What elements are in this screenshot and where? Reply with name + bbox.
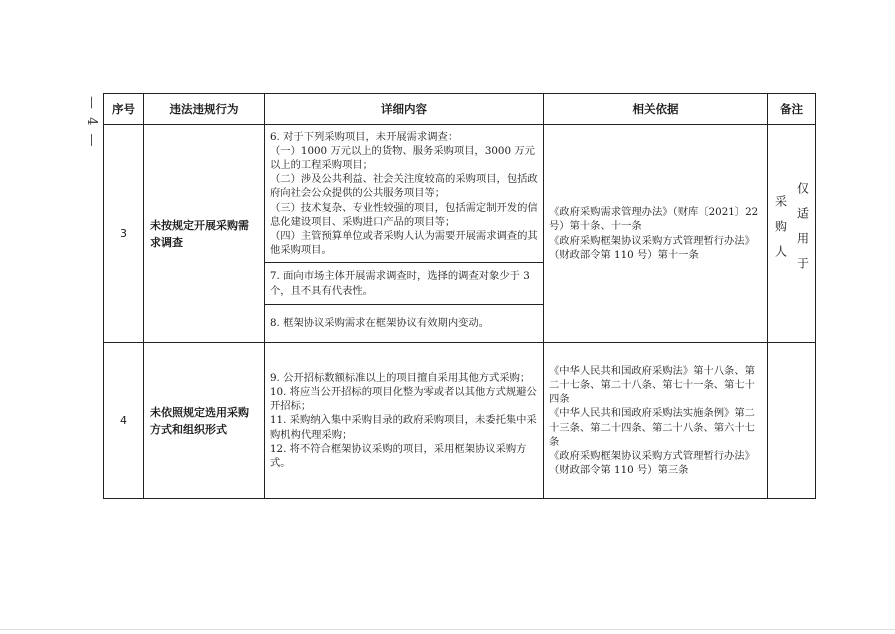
- note-text: 仅适用于采购人: [773, 182, 810, 282]
- detail-line: （四）主管预算单位或者采购人认为需要开展需求调查的其他采购项目。: [270, 230, 538, 257]
- detail-line: 12. 将不符合框架协议采购的项目，采用框架协议采购方式。: [270, 442, 527, 469]
- basis-line: 《政府采购框架协议采购方式管理暂行办法》（财政部令第 110 号）第三条: [549, 449, 755, 477]
- header-details: 详细内容: [265, 94, 544, 125]
- violations-table: [103, 93, 816, 499]
- row-number: 4: [104, 343, 144, 499]
- note-cell: [768, 343, 816, 499]
- violation-title: 未按规定开展采购需求调查: [144, 125, 265, 343]
- basis-line: 《中华人民共和国政府采购法实施条例》第二十三条、第二十四条、第二十八条、第六十七条: [549, 407, 755, 448]
- detail-line: 9. 公开招标数额标准以上的项目擅自采用其他方式采购；: [270, 371, 531, 384]
- row-number: 3: [104, 125, 144, 343]
- detail-line: （一）1000 万元以上的货物、服务采购项目，3000 万元以上的工程采购项目；: [270, 144, 535, 171]
- detail-line: 7. 面向市场主体开展需求调查时，选择的调查对象少于 3 个，且不具有代表性。: [270, 270, 530, 297]
- table-row: [104, 343, 816, 499]
- detail-line: 11. 采购纳入集中采购目录的政府采购项目，未委托集中采购机构代理采购；: [270, 414, 537, 441]
- detail-line: 6. 对于下列采购项目，未开展需求调查：: [270, 130, 459, 143]
- detail-item: [265, 263, 544, 305]
- page-number: — 4 —: [84, 96, 99, 149]
- header-basis: 相关依据: [544, 94, 768, 125]
- basis-line: 《政府采购框架协议采购方式管理暂行办法》（财政部令第 110 号）第十一条: [549, 234, 755, 261]
- detail-item: [265, 125, 544, 263]
- detail-line: 10. 将应当公开招标的项目化整为零或者以其他方式规避公开招标；: [270, 385, 537, 413]
- basis-cell: [544, 125, 768, 343]
- table-row: [104, 125, 816, 263]
- header-note: 备注: [768, 94, 816, 125]
- basis-line: 《政府采购需求管理办法》（财库〔2021〕22 号）第十条、十一条: [549, 206, 759, 233]
- detail-item: [265, 343, 544, 499]
- detail-line: （二）涉及公共利益、社会关注度较高的采购项目，包括政府向社会公众提供的公共服务项目等；: [270, 173, 538, 200]
- basis-cell: [544, 343, 768, 499]
- violation-title: 未依照规定选用采购方式和组织形式: [144, 343, 265, 499]
- header-violation: 违法违规行为: [144, 94, 265, 125]
- page-bottom-edge: [0, 629, 895, 630]
- detail-line: （三）技术复杂、专业性较强的项目，包括需定制开发的信息化建设项目、采购进口产品的项目等；: [270, 201, 538, 228]
- note-cell: [768, 125, 816, 343]
- table-header-row: [104, 94, 816, 125]
- detail-item: [265, 305, 544, 343]
- basis-line: 《中华人民共和国政府采购法》第十八条、第二十七条、第二十八条、第七十一条、第七十四条: [549, 364, 755, 406]
- header-no: 序号: [104, 94, 144, 125]
- detail-line: 8. 框架协议采购需求在框架协议有效期内变动。: [270, 317, 490, 330]
